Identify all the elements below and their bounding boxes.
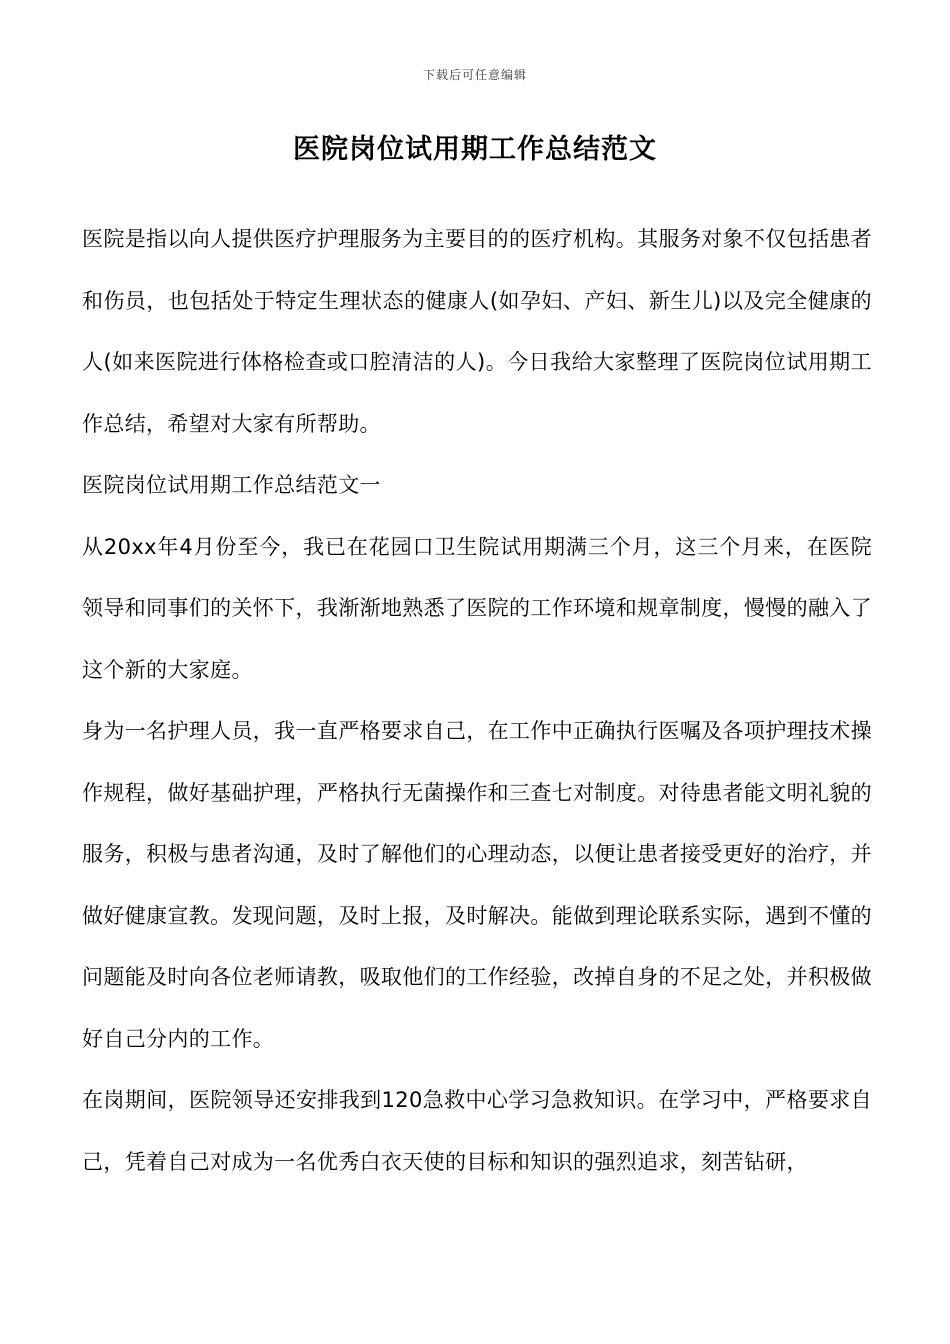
document-title: 医院岗位试用期工作总结范文: [293, 134, 657, 165]
document-body: [82, 209, 872, 1193]
header-note: 下载后可任意编辑: [422, 68, 527, 82]
body-paragraph-1: 从20xx年4月份至今，我已在花园口卫生院试用期满三个月，这三个月来，在医院领导和同事们的关怀下，我渐渐地熟悉了医院的工作环境和规章制度，慢慢的融入了这个新的大家庭。: [82, 534, 872, 682]
body-paragraph-3: 在岗期间，医院领导还安排我到120急救中心学习急救知识。在学习中，严格要求自己，凭着自己对成为一名优秀白衣天使的目标和知识的强烈追求，刻苦钻研，: [82, 1088, 872, 1174]
intro-paragraph: 医院是指以向人提供医疗护理服务为主要目的的医疗机构。其服务对象不仅包括患者和伤员，也包括处于特定生理状态的健康人(如孕妇、产妇、新生儿)以及完全健康的人(如来医院进行体格检查或口腔清洁的人)。今日我给大家整理了医院岗位试用期工作总结，希望对大家有所帮助。: [82, 227, 872, 436]
section-heading: 医院岗位试用期工作总结范文一: [82, 473, 381, 497]
body-paragraph-2: 身为一名护理人员，我一直严格要求自己，在工作中正确执行医嘱及各项护理技术操作规程，做好基础护理，严格执行无菌操作和三查七对制度。对待患者能文明礼貌的服务，积极与患者沟通，及时了解他们的心理动态，以便让患者接受更好的治疗，并做好健康宣教。发现问题，及时上报，及时解决。能做到理论联系实际，遇到不懂的问题能及时向各位老师请教，吸取他们的工作经验，改掉自身的不足之处，并积极做好自己分内的工作。: [82, 719, 872, 1051]
